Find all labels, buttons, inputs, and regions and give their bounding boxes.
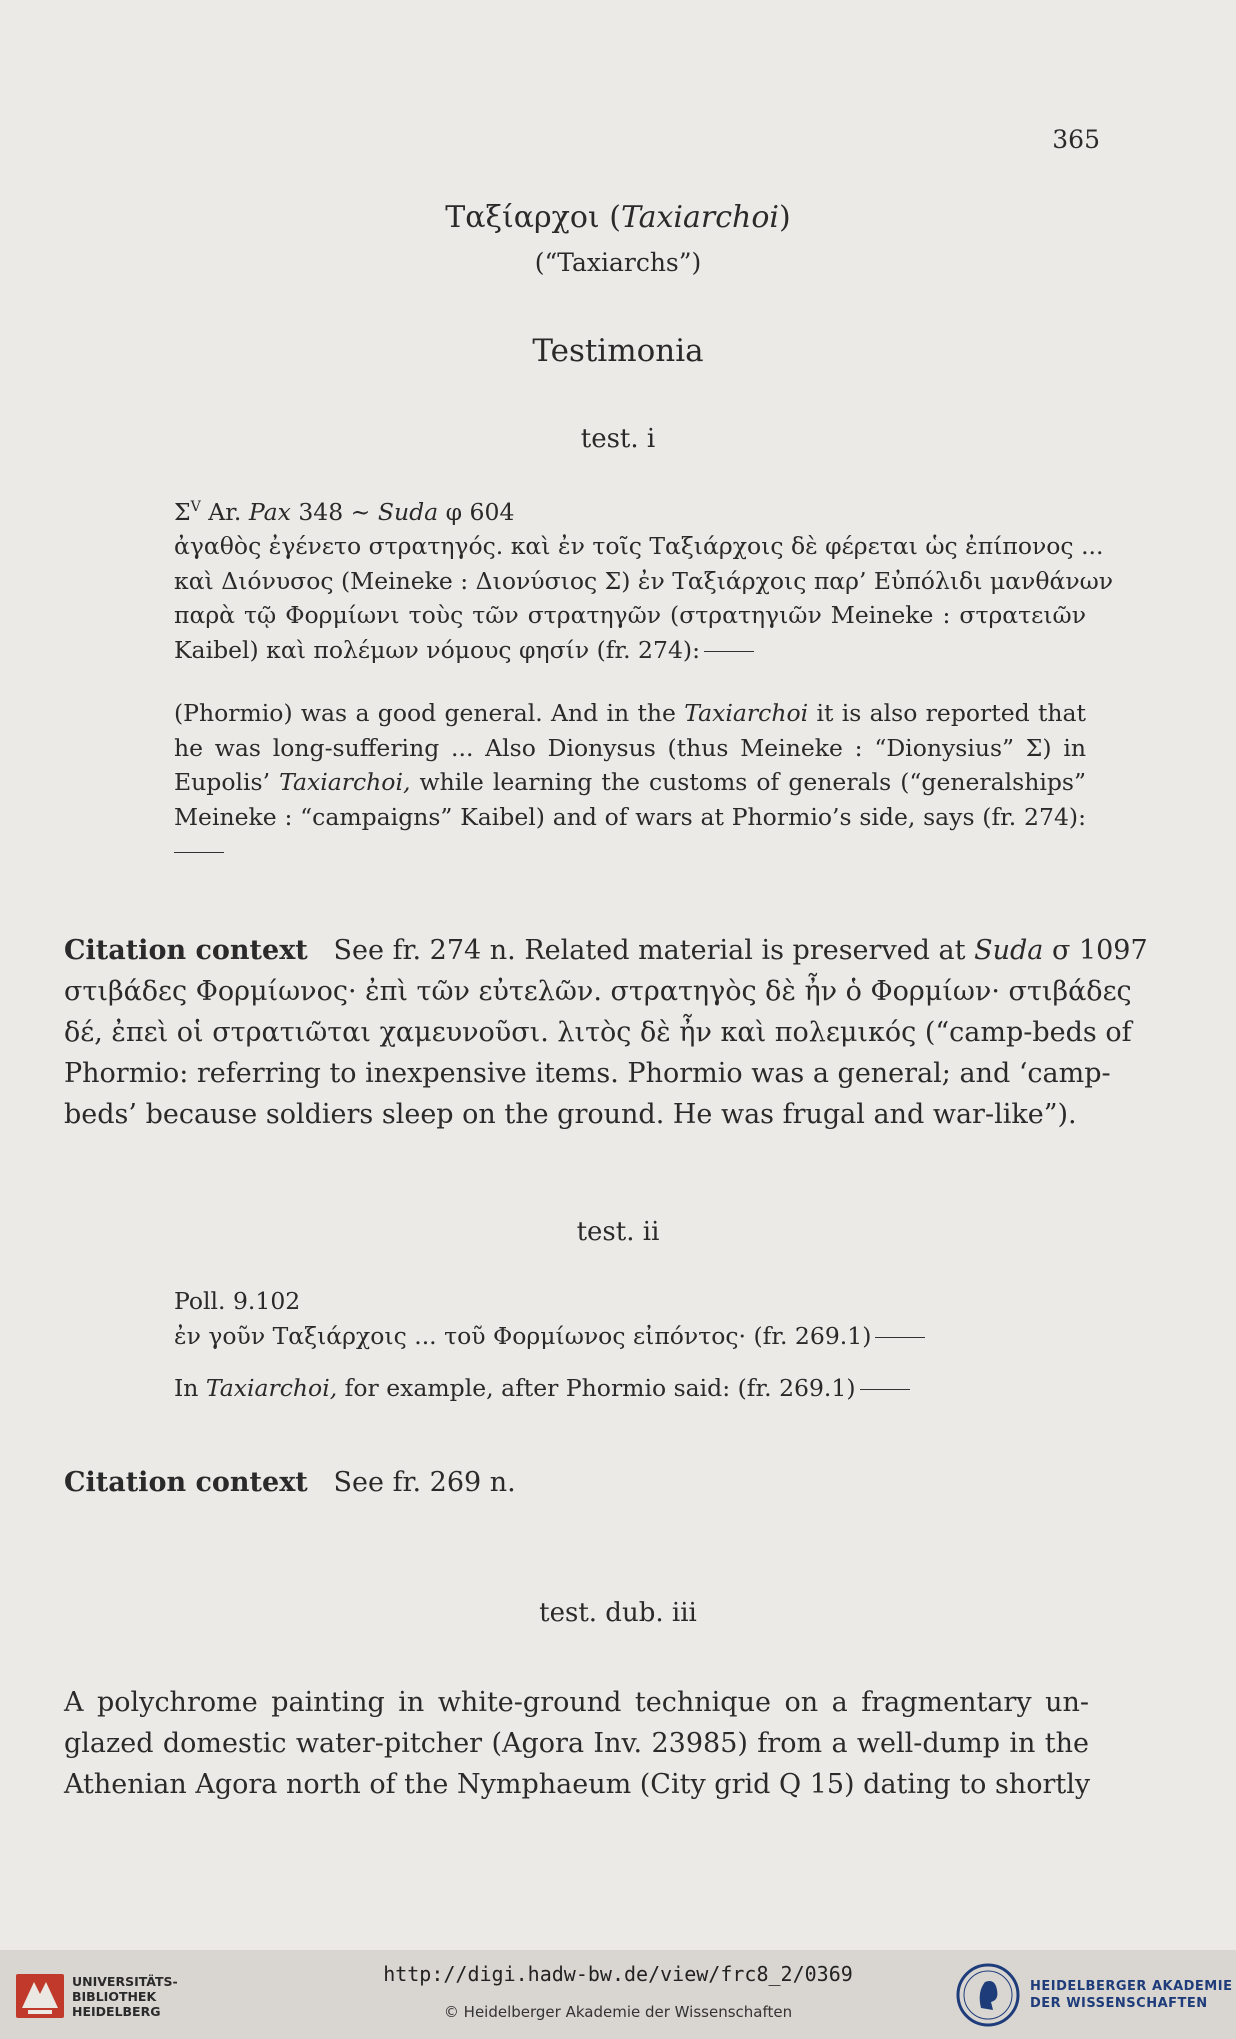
test-2-source-block	[174, 1284, 1086, 1353]
test-2-greek: ἐν γοῦν Ταξιάρχοις ... τοῦ Φορμίωνος εἰπόντος· (fr. 269.1)	[174, 1319, 1086, 1354]
context-1-label: Citation context	[64, 935, 308, 966]
lacuna-dash	[875, 1337, 925, 1338]
academy-seal-icon	[955, 1962, 1021, 2028]
copyright-notice: © Heidelberger Akademie der Wissenschaften	[443, 2003, 793, 2021]
test-2-source: Poll. 9.102	[174, 1287, 301, 1315]
test-3-description	[64, 1682, 1089, 1805]
test-3-line: glazed domestic water-pitcher (Agora Inv. 23985) from a well-dump in the	[64, 1728, 1089, 1759]
context-1-line: δέ, ἐπεὶ οἱ στρατιῶται χαμευνοῦσι. λιτὸς δὲ ἦν καὶ πολεμικός (“camp-beds of	[64, 1017, 1132, 1048]
lacuna-dash	[860, 1389, 910, 1390]
entry-subtitle: (“Taxiarchs”)	[534, 248, 702, 277]
test-1-source-block	[174, 490, 1114, 667]
test-3-line: Athenian Agora north of the Nymphaeum (City grid Q 15) dating to shortly	[64, 1769, 1091, 1800]
test-1-translation-line: Meineke : “campaigns” Kaibel) and of wars at Phormio’s side, says (fr. 274):	[174, 802, 1086, 831]
title-greek: Ταξίαρχοι	[445, 200, 600, 235]
page-number: 365	[1052, 125, 1100, 154]
test-2-translation-line: In Taxiarchoi, for example, after Phormio said: (fr. 269.1)	[174, 1371, 1086, 1406]
context-1-line: στιβάδες Φορμίωνος· ἐπὶ τῶν εὐτελῶν. στρατηγὸς δὲ ἦν ὁ Φορμίων· στιβάδες	[64, 976, 1132, 1007]
permalink-url[interactable]: http://digi.hadw-bw.de/view/frc8_2/0369	[383, 1962, 853, 1986]
test-1-greek-line: παρὰ τῷ Φορμίωνι τοὺς τῶν στρατηγῶν (στρατηγιῶν Meineke : στρατειῶν	[174, 601, 1086, 630]
context-2-label: Citation context	[64, 1467, 308, 1498]
citation-context-2	[64, 1462, 1089, 1503]
lacuna-dash	[174, 852, 224, 853]
academy-name: HEIDELBERGER AKADEMIE DER WISSENSCHAFTEN	[1030, 1979, 1233, 2011]
test-3-label: test. dub. iii	[539, 1598, 697, 1628]
citation-context-1	[64, 930, 1148, 1135]
test-1-greek-line: ἀγαθὸς ἐγένετο στρατηγός. καὶ ἐν τοῖς Ταξιάρχοις δὲ φέρεται ὡς ἐπίπονος ...	[174, 532, 1104, 561]
title-latin: Taxiarchoi	[620, 200, 780, 235]
context-1-line: beds’ because soldiers sleep on the ground. He was frugal and war-like”).	[64, 1099, 1077, 1130]
test-1-greek-line: καὶ Διόνυσος (Meineke : Διονύσιος Σ) ἐν Ταξιάρχοις παρ’ Εὐπόλιδι μανθάνων	[174, 566, 1114, 595]
test-1-translation-line: Eupolis’ Taxiarchoi, while learning the customs of generals (“generalships”	[174, 768, 1086, 796]
test-3-line: A polychrome painting in white-ground technique on a fragmentary un-	[64, 1687, 1089, 1718]
test-1-translation-line: he was long-suffering ... Also Dionysus (thus Meineke : “Dionysius” Σ) in	[174, 733, 1086, 762]
context-1-line: Phormio: referring to inexpensive items. Phormio was a general; and ‘camp-	[64, 1058, 1111, 1089]
test-2-label: test. ii	[576, 1217, 660, 1247]
test-2-translation	[174, 1371, 1086, 1406]
entry-title: Ταξίαρχοι (Taxiarchoi)	[445, 200, 791, 235]
test-1-translation-line	[174, 834, 1086, 869]
test-1-label: test. i	[580, 424, 656, 454]
test-1-source: $\Sigma^V$ Ar. Pax 348 ~ Suda φ 604	[174, 497, 515, 526]
university-library-name: UNIVERSITÄTS- BIBLIOTHEK HEIDELBERG	[72, 1974, 178, 2019]
context-1-line: Citation context See fr. 274 n. Related material is preserved at Suda σ 1097	[64, 935, 1148, 966]
test-1-translation-line: (Phormio) was a good general. And in the Taxiarchoi it is also reported that	[174, 699, 1086, 727]
viewer-footer	[0, 1950, 1236, 2039]
context-2-line: Citation context See fr. 269 n.	[64, 1467, 516, 1498]
test-1-translation	[174, 696, 1086, 869]
section-heading: Testimonia	[532, 333, 704, 369]
lacuna-dash	[704, 651, 754, 652]
test-1-greek-line: Kaibel) καὶ πολέμων νόμους φησίν (fr. 274):	[174, 633, 1086, 668]
